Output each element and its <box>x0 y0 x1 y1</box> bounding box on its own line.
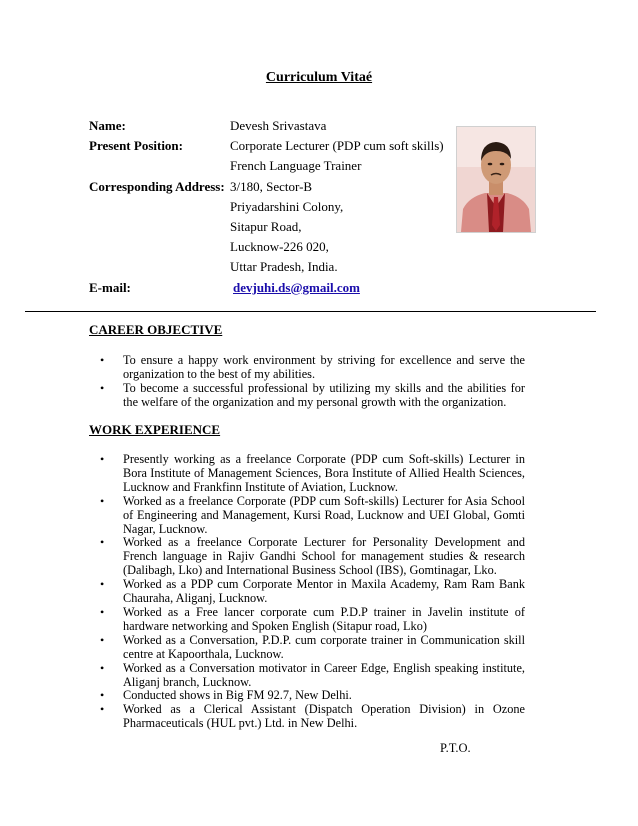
bullet-icon: • <box>100 604 105 619</box>
email-link[interactable]: devjuhi.ds@gmail.com <box>233 279 360 295</box>
address-line: Sitapur Road, <box>230 218 302 234</box>
list-item: • Worked as a freelance Corporate (PDP cum Soft-skills) Lecturer for Asia School of Engineering and Management, Kursi Road, Lucknow and UEI Global, Gomti Nagar, Lucknow. <box>100 493 525 536</box>
list-item: • Worked as a Free lancer corporate cum P.D.P trainer in Javelin institute of hardware networking and Spoken English (Sitapur road, Lko) <box>100 604 525 633</box>
address-line: 3/180, Sector-B <box>230 178 313 194</box>
section-heading: CAREER OBJECTIVE <box>89 322 223 337</box>
bullet-icon: • <box>100 577 105 592</box>
portrait-image <box>457 127 535 232</box>
work-experience-section <box>89 422 525 731</box>
page-turn-note: P.T.O. <box>440 741 471 755</box>
work-experience-list <box>89 453 525 731</box>
list-item: • Worked as a Conversation, P.D.P. cum corporate trainer in Communication skill centre at Kapoorthala, Lucknow. <box>100 632 525 661</box>
career-objective-list <box>89 354 525 410</box>
address-row <box>89 257 529 277</box>
bullet-icon: • <box>100 380 105 395</box>
list-item: • Presently working as a freelance Corporate (PDP cum Soft-skills) Lecturer in Bora Institute of Management Sciences, Bora Institute of Allied Health Sciences, Lucknow and Frankfinn Institute of Aviation, Lucknow. <box>100 452 525 494</box>
list-item: • To ensure a happy work environment by striving for excellence and serve the organization to the best of my abilities. <box>100 353 525 381</box>
list-item: • To become a successful professional by utilizing my skills and the abilities for the welfare of the organization and my personal growth with the organization. <box>100 380 525 409</box>
list-item: • Worked as a PDP cum Corporate Mentor in Maxila Academy, Ram Ram Bank Chauraha, Aliganj, Lucknow. <box>100 577 525 606</box>
career-objective-section <box>89 322 525 410</box>
section-heading: WORK EXPERIENCE <box>89 422 221 437</box>
bullet-icon: • <box>100 353 105 367</box>
list-item: • Worked as a freelance Corporate Lecturer for Personality Development and French language in Rajiv Gandhi School for management studies & research (Dalibagh, Lko) and International Business School (IBS), Gomtinagar, Lko. <box>100 535 525 578</box>
address-line: Uttar Pradesh, India. <box>230 259 338 275</box>
list-item: • Conducted shows in Big FM 92.7, New Delhi. <box>100 688 352 703</box>
address-row <box>89 237 529 257</box>
email-label: E-mail: <box>89 279 131 295</box>
address-label: Corresponding Address: <box>89 178 225 194</box>
position-label: Present Position: <box>89 138 183 154</box>
position-line: French Language Trainer <box>230 158 362 174</box>
name-value: Devesh Srivastava <box>230 118 327 133</box>
name-label: Name: <box>89 118 126 133</box>
document-title: Curriculum Vitaé <box>265 70 373 85</box>
email-row <box>89 278 529 298</box>
bullet-icon: • <box>100 632 105 647</box>
bullet-icon: • <box>100 535 105 550</box>
bullet-icon: • <box>100 702 105 717</box>
profile-photo <box>456 126 536 233</box>
address-line: Lucknow-226 020, <box>230 239 329 255</box>
bullet-icon: • <box>100 688 105 703</box>
list-item: • Worked as a Clerical Assistant (Dispatch Operation Division) in Ozone Pharmaceuticals (HUL pvt.) Ltd. in New Delhi. <box>100 702 525 731</box>
position-line: Corporate Lecturer (PDP cum soft skills) <box>230 138 444 154</box>
bullet-icon: • <box>100 452 105 466</box>
address-line: Priyadarshini Colony, <box>230 198 344 214</box>
separator-line <box>25 311 596 312</box>
list-item: • Worked as a Conversation motivator in Career Edge, English speaking institute, Aliganj branch, Lucknow. <box>100 660 525 689</box>
bullet-icon: • <box>100 660 105 675</box>
bullet-icon: • <box>100 493 105 508</box>
